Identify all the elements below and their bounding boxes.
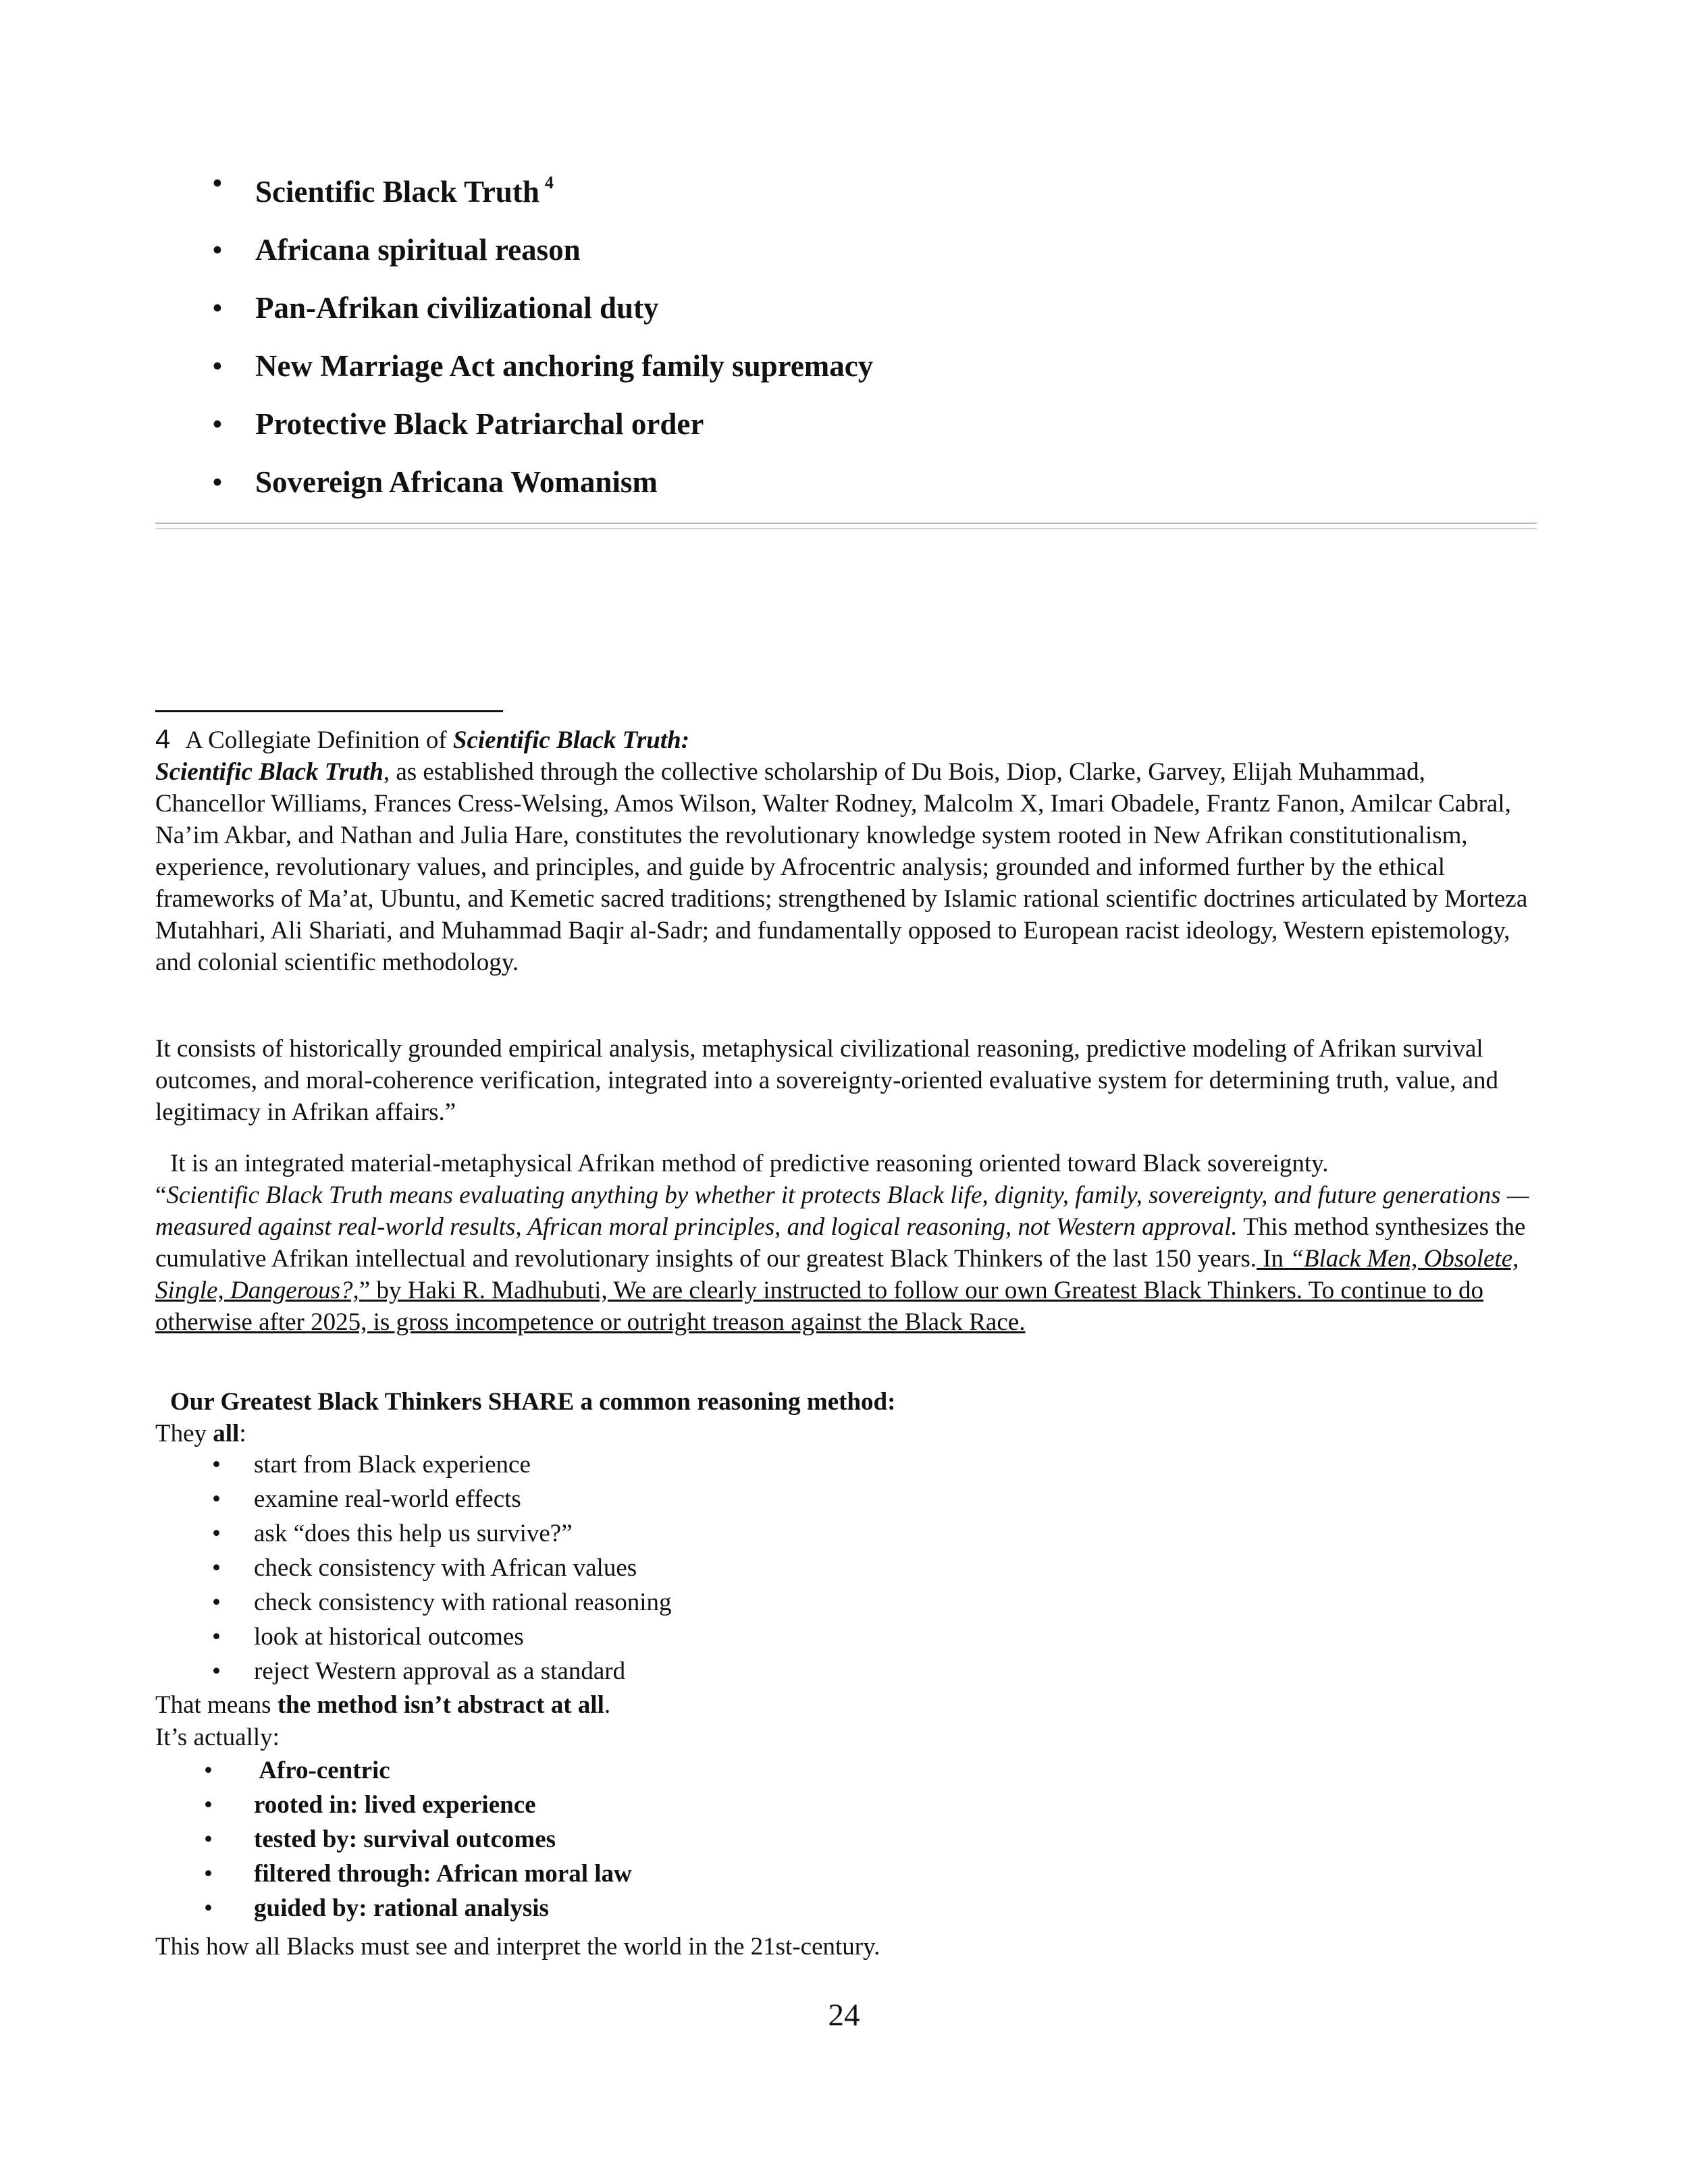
list-item: • Scientific Black Truth $^4$ xyxy=(203,154,873,221)
footnote-reference[interactable]: 4 xyxy=(544,173,554,192)
footnote-paragraph-3: It is an integrated material-metaphysical Afrikan method of predictive reasoning oriented toward Black sovereignty. “Scientific Black Truth means evaluating anything by whether it protects Black life, dignity, family, sovereignty, and future generations — measured against real-world results, African moral principles, and logical reasoning, not Western approval. This method synthesizes the cumulative Afrikan intellectual and revolutionary insights of our greatest Black Thinkers of the last 150 years. In “Black Men, Obsolete, Single, Dangerous?,” by Haki R. Madhubuti, We are clearly instructed to follow our own Greatest Black Thinkers. To continue to do otherwise after 2025, is gross incompetence or outright treason against the Black Race. xyxy=(155,1150,1529,1336)
actually-line: It’s actually: xyxy=(155,1724,280,1751)
list-item: • examine real-world effects xyxy=(203,1482,672,1516)
means-line: That means the method isn’t abstract at all. xyxy=(155,1691,611,1719)
list-item: • Africana spiritual reason xyxy=(203,221,873,279)
list-item: • reject Western approval as a standard xyxy=(203,1654,672,1688)
they-line: They all: xyxy=(155,1420,246,1447)
footnote-heading: 4 A Collegiate Definition of Scientific Black Truth: xyxy=(155,724,690,754)
list-item: • look at historical outcomes xyxy=(203,1620,672,1654)
footnote-paragraph-1: Scientific Black Truth, as established through the collective scholarship of Du Bois, Diop, Clarke, Garvey, Elijah Muhammad, Chancellor Williams, Frances Cress-Welsing, Amos Wilson, Walter Rodney, Malcolm X, Imari Obadele, Frantz Fanon, Amilcar Cabral, Na’im Akbar, and Nathan and Julia Hare, constitutes the revolutionary knowledge system rooted in New Afrikan constitutionalism, experience, revolutionary values, and principles, and guide by Afrocentric analysis; grounded and informed further by the ethical frameworks of Ma’at, Ubuntu, and Kemetic sacred traditions; strengthened by Islamic rational scientific doctrines articulated by Morteza Mutahhari, Ali Shariati, and Muhammad Baqir al-Sadr; and fundamentally opposed to European racist ideology, Western epistemology, and colonial scientific methodology. xyxy=(155,758,1528,976)
list-item: • guided by: rational analysis xyxy=(203,1891,632,1925)
top-bullet-list xyxy=(203,154,873,511)
list-item: • tested by: survival outcomes xyxy=(203,1822,632,1857)
actual-list xyxy=(203,1753,632,1925)
list-item: • New Marriage Act anchoring family supremacy xyxy=(203,337,873,395)
closing-line: This how all Blacks must see and interpret the world in the 21st-century. xyxy=(155,1933,880,1961)
footnote-number: 4 xyxy=(155,724,171,754)
section-heading: Our Greatest Black Thinkers SHARE a common reasoning method: xyxy=(170,1388,896,1416)
method-list xyxy=(203,1447,672,1688)
list-item: • rooted in: lived experience xyxy=(203,1788,632,1822)
page-number: 24 xyxy=(828,1998,860,2033)
list-item: • filtered through: African moral law xyxy=(203,1857,632,1891)
list-item: • check consistency with African values xyxy=(203,1551,672,1585)
footnote-paragraph-2: It consists of historically grounded empirical analysis, metaphysical civilizational reasoning, predictive modeling of Afrikan survival outcomes, and moral-coherence verification, integrated into a sovereignty-oriented evaluative system for determining truth, value, and legitimacy in Afrikan affairs.” xyxy=(155,1035,1499,1126)
footnote-rule xyxy=(155,710,503,712)
section-divider xyxy=(155,523,1537,529)
list-item: • check consistency with rational reasoning xyxy=(203,1585,672,1620)
list-item: • Sovereign Africana Womanism xyxy=(203,453,873,511)
list-item: • Afro-centric xyxy=(203,1753,632,1788)
list-item: • ask “does this help us survive?” xyxy=(203,1516,672,1551)
list-item: • start from Black experience xyxy=(203,1447,672,1482)
list-item: • Protective Black Patriarchal order xyxy=(203,395,873,453)
list-item: • Pan-Afrikan civilizational duty xyxy=(203,279,873,337)
